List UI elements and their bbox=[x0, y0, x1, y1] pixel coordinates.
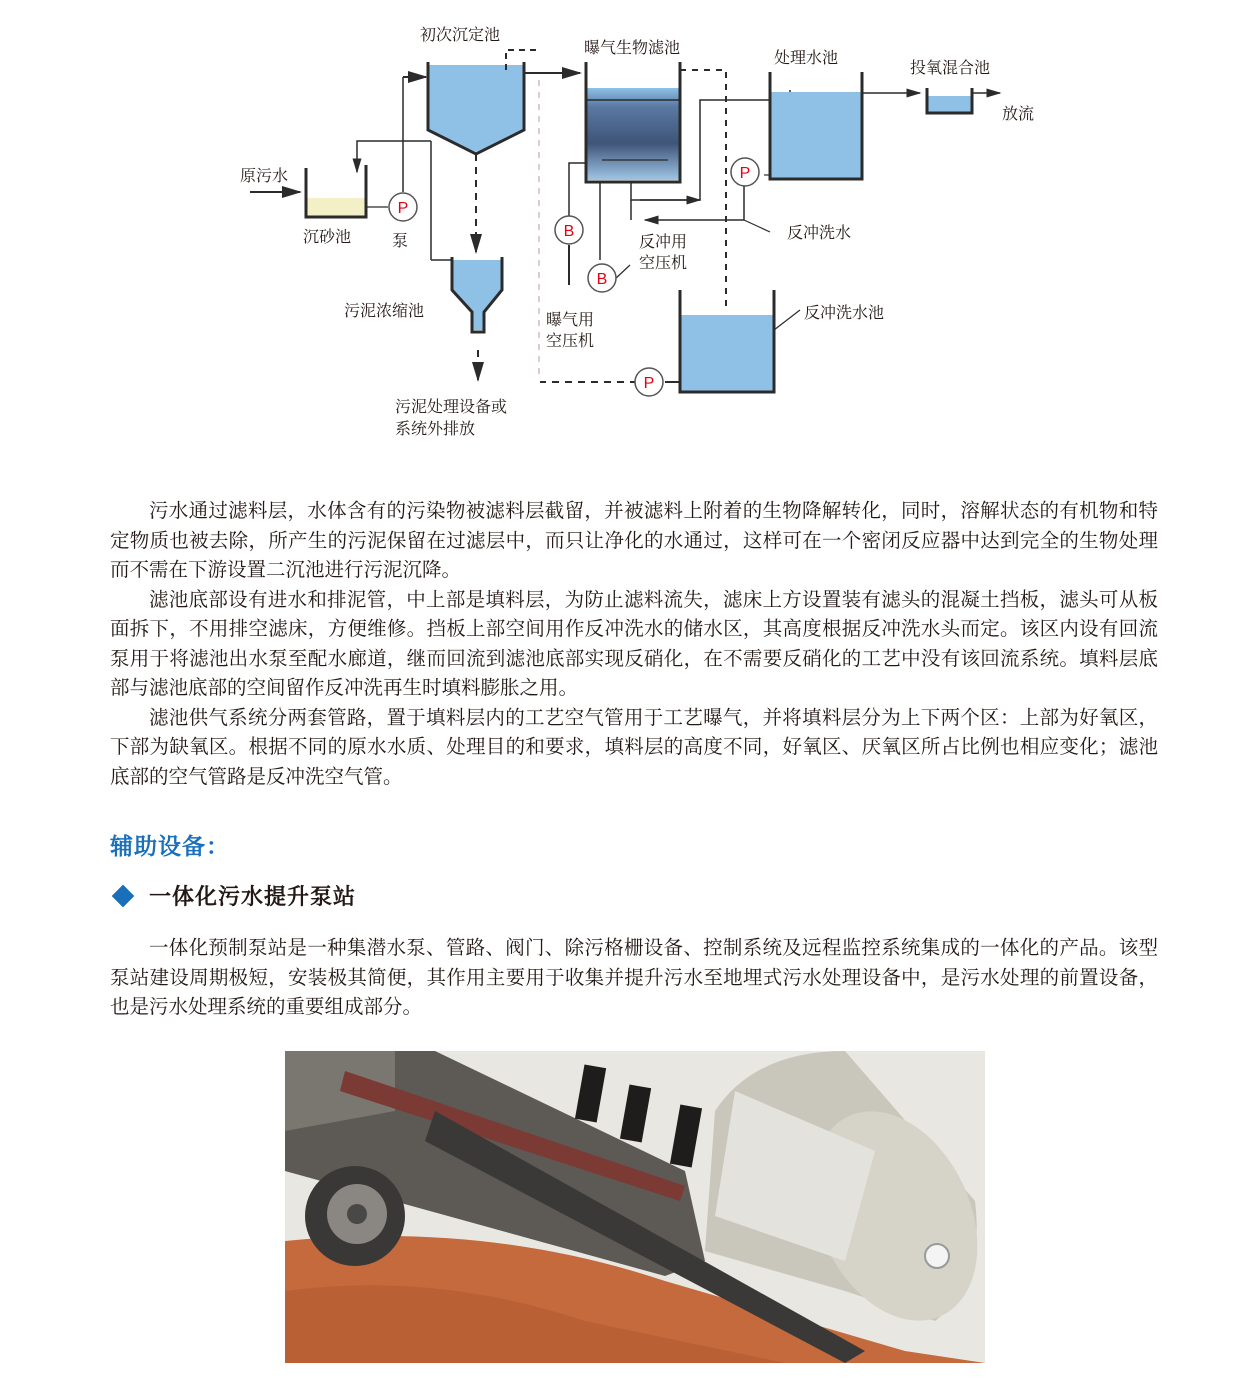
pump-station-paragraph: 一体化预制泵站是一种集潜水泵、管路、阀门、除污格栅设备、控制系统及远程监控系统集成的一体化的产品。该型泵站建设周期极短，安装极其简便，其作用主要用于收集并提升污水至地埋式污水处理设备中，是污水处理的前置设备，也是污水处理系统的重要组成部分。 bbox=[110, 936, 1158, 1018]
svg-text:P: P bbox=[739, 165, 751, 182]
svg-text:B: B bbox=[563, 223, 575, 240]
label-aeration-compressor-1: 曝气用 bbox=[546, 310, 595, 329]
paragraph-1: 污水通过滤料层，水体含有的污染物被滤料层截留，并被滤料上附着的生物降解转化，同时，溶解状态的有机物和特定物质也被去除，所产生的污泥保留在过滤层中，而只让净化的水通过，这样可在一个密闭反应器中达到完全的生物处理而不需在下游设置二沉池进行污泥沉降。 bbox=[110, 499, 1158, 581]
pump-station-description bbox=[110, 933, 1158, 1022]
photo-illustration bbox=[285, 1051, 985, 1363]
label-sludge-disposal-1: 污泥处理设备或 bbox=[395, 397, 508, 416]
label-raw-sewage: 原污水 bbox=[240, 166, 289, 185]
label-pump: 泵 bbox=[392, 231, 409, 250]
process-flow-diagram bbox=[230, 20, 1050, 460]
paragraph-3: 滤池供气系统分两套管路，置于填料层内的工艺空气管用于工艺曝气，并将填料层分为上下两个区：上部为好氧区，下部为缺氧区。根据不同的原水水质、处理目的和要求，填料层的高度不同，好氧区、厌氧区所占比例也相应变化；滤池底部的空气管路是反冲洗空气管。 bbox=[110, 705, 1158, 788]
label-sludge-disposal-2: 系统外排放 bbox=[395, 419, 476, 438]
label-aeration-compressor-2: 空压机 bbox=[546, 331, 595, 350]
svg-text:B: B bbox=[596, 271, 608, 288]
label-backwash-tank: 反冲洗水池 bbox=[804, 303, 885, 322]
subsection-heading bbox=[110, 880, 356, 911]
label-backwash-compressor-1: 反冲用 bbox=[639, 232, 688, 251]
section-title: 辅助设备： bbox=[110, 834, 230, 860]
process-description bbox=[110, 496, 1158, 791]
paragraph-2: 滤池底部设有进水和排泥管，中上部是填料层，为防止滤料流失，滤床上方设置装有滤头的混凝土挡板，滤头可从板面拆下，不用排空滤床，方便维修。挡板上部空间用作反冲洗水的储水区，其高度根据反冲洗水头而定。该区内设有回流泵用于将滤池出水泵至配水廊道，继而回流到滤池底部实现反硝化，在不需要反硝化的工艺中没有该回流系统。填料层底部与滤池底部的空间留作反冲洗再生时填料膨胀之用。 bbox=[110, 587, 1158, 699]
svg-text:P: P bbox=[643, 375, 655, 392]
label-grit-tank: 沉砂池 bbox=[303, 227, 352, 246]
subsection-title: 一体化污水提升泵站 bbox=[149, 885, 357, 910]
label-oxygen-mixing: 投氧混合池 bbox=[910, 58, 991, 77]
label-treated-water-tank: 处理水池 bbox=[774, 48, 839, 67]
pump-station-photo bbox=[285, 1051, 985, 1363]
label-sludge-thickener: 污泥浓缩池 bbox=[344, 301, 425, 320]
svg-text:P: P bbox=[397, 200, 409, 217]
label-primary-settling: 初次沉定池 bbox=[420, 25, 501, 44]
label-discharge: 放流 bbox=[1002, 104, 1035, 123]
label-baf: 曝气生物滤池 bbox=[584, 38, 681, 57]
label-backwash-compressor-2: 空压机 bbox=[639, 253, 688, 272]
diamond-icon bbox=[112, 884, 135, 907]
label-backwash-water: 反冲洗水 bbox=[787, 223, 852, 242]
